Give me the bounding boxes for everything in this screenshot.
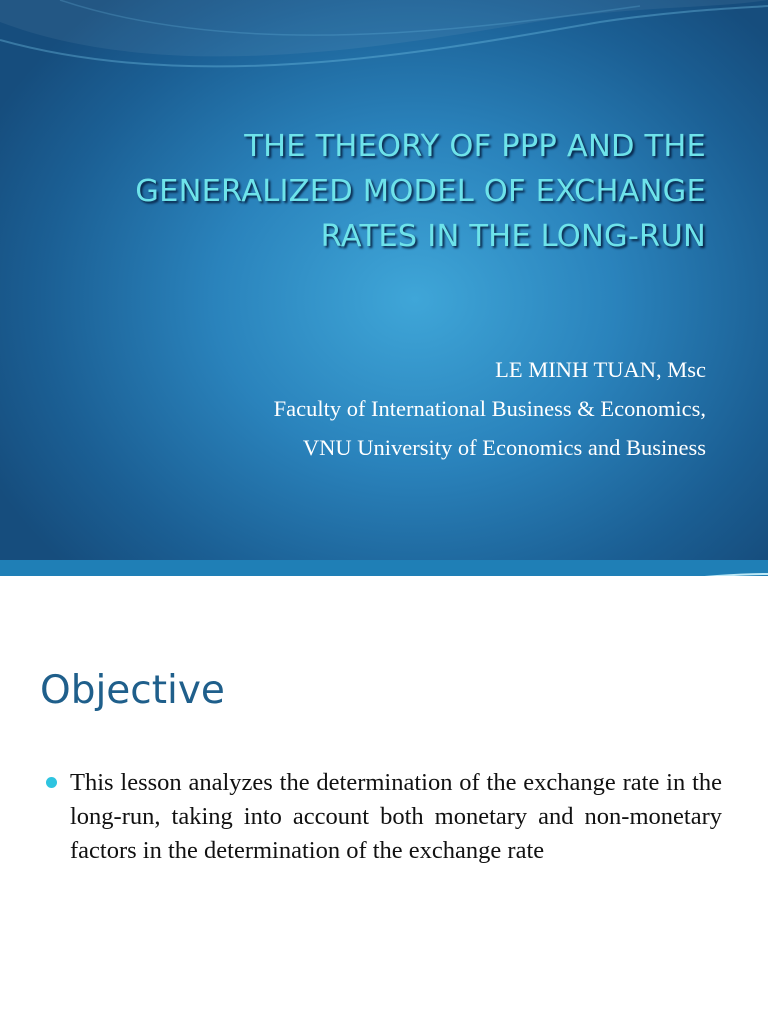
title-line: THE THEORY OF PPP AND THE [244,129,706,164]
author-university: VNU University of Economics and Business [302,435,706,460]
title-line: RATES IN THE LONG-RUN [320,219,706,254]
title-line: GENERALIZED MODEL OF EXCHANGE [135,174,706,209]
slide-title [40,124,706,259]
bullet-icon [46,777,57,788]
slide-heading: Objective [40,668,225,713]
author-faculty: Faculty of International Business & Economics, [273,396,706,421]
bullet-text: This lesson analyzes the determination of the exchange rate in the long-run, taking into account both monetary and non-monetary factors in the determination of the exchange rate [70,769,722,864]
author-name: LE MINH TUAN, Msc [495,357,706,382]
objective-slide [0,576,768,1024]
author-block [274,350,706,467]
wave-decoration-top [0,0,768,90]
bullet-item [46,766,722,868]
